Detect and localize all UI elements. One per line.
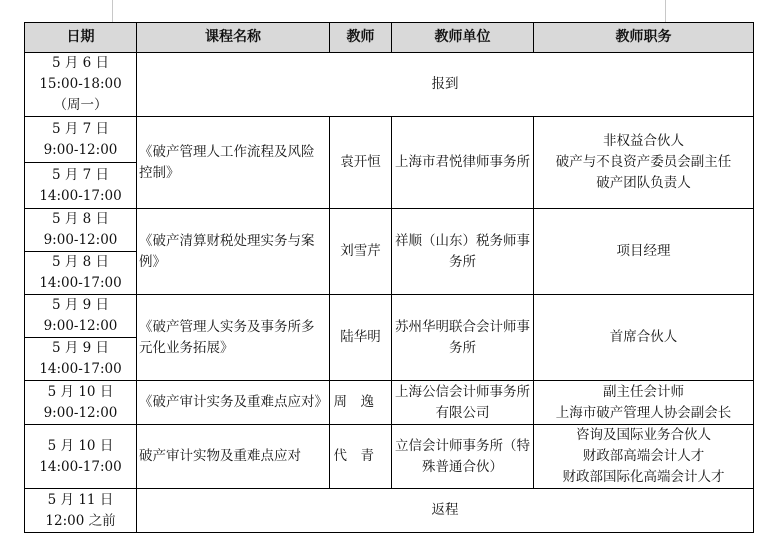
date-cell [25,338,137,381]
teacher-cell: 陆华明 [330,295,392,381]
date-day: 5 月 6 日 [51,55,110,71]
date-day: 5 月 11 日 [47,491,114,508]
page-margin-guide [112,0,113,22]
table-row [25,53,754,117]
date-day: 5 月 7 日 [51,120,110,137]
title-line: 财政部国际化高端会计人才 [562,469,725,485]
return-cell: 返程 [137,489,754,533]
org-cell: 上海市君悦律师事务所 [392,117,534,209]
table-row [25,489,754,533]
table-row [25,117,754,163]
date-day: 5 月 8 日 [51,254,110,270]
title-cell [534,295,754,381]
org-cell: 祥顺（山东）税务师事务所 [392,209,534,295]
date-cell [25,163,137,209]
title-line: 上海市破产管理人协会副会长 [555,404,732,421]
title-cell [534,117,754,209]
date-cell [25,425,137,489]
course-cell: 破产审计实物及重难点应对 [137,425,330,489]
date-cell [25,295,137,338]
date-cell [25,117,137,163]
title-line: 副主任会计师 [603,383,684,400]
title-cell [534,425,754,489]
title-line: 破产与不良资产委员会副主任 [555,154,732,170]
title-line: 咨询及国际业务合伙人 [576,427,711,443]
date-cell [25,489,137,533]
checkin-cell: 报到 [137,53,754,117]
course-cell: 《破产管理人实务及事务所多元化业务拓展》 [137,295,330,381]
date-time: 14:00-17:00 [39,275,122,291]
course-cell: 《破产管理人工作流程及风险控制》 [137,117,330,209]
date-cell [25,209,137,252]
title-cell [534,381,754,425]
header-teacher: 教师 [330,23,392,53]
date-time: 12:00 之前 [45,512,116,529]
title-line: 破产团队负责人 [596,175,691,191]
header-title: 教师职务 [534,23,754,53]
date-day: 5 月 10 日 [47,383,114,400]
date-cell [25,53,137,117]
date-cell [25,381,137,425]
date-time: 14:00-17:00 [39,187,122,204]
date-day: 5 月 7 日 [51,166,110,183]
date-time: 14:00-17:00 [39,361,122,377]
teacher-cell: 刘雪芹 [330,209,392,295]
date-time: 9:00-12:00 [43,232,118,248]
date-weekday: （周一） [53,97,108,113]
table-row [25,381,754,425]
org-cell: 上海公信会计师事务所有限公司 [392,381,534,425]
schedule-table [24,22,754,533]
page-margin-guide [665,0,666,22]
teacher-cell: 袁开恒 [330,117,392,209]
title-cell [534,209,754,295]
title-line: 非权益合伙人 [603,133,684,149]
table-row [25,209,754,252]
date-time: 9:00-12:00 [43,404,118,421]
header-org: 教师单位 [392,23,534,53]
teacher-cell: 周逸 [330,381,392,425]
date-time: 9:00-12:00 [43,318,118,334]
header-row [25,23,754,53]
title-line: 项目经理 [616,243,671,259]
date-time: 15:00-18:00 [39,76,122,92]
table-row [25,295,754,338]
table-row [25,425,754,489]
title-line: 财政部高端会计人才 [582,448,705,464]
teacher-cell: 代青 [330,425,392,489]
org-cell: 立信会计师事务所（特殊普通合伙） [392,425,534,489]
course-cell: 《破产审计实务及重难点应对》 [137,381,330,425]
date-day: 5 月 10 日 [47,437,114,454]
header-course: 课程名称 [137,23,330,53]
date-time: 14:00-17:00 [39,458,122,475]
org-cell: 苏州华明联合会计师事务所 [392,295,534,381]
header-date: 日期 [25,23,137,53]
date-day: 5 月 9 日 [51,297,110,313]
date-day: 5 月 9 日 [51,340,110,356]
date-time: 9:00-12:00 [43,141,118,158]
title-line: 首席合伙人 [609,329,678,345]
date-cell [25,252,137,295]
course-cell: 《破产清算财税处理实务与案例》 [137,209,330,295]
date-day: 5 月 8 日 [51,211,110,227]
